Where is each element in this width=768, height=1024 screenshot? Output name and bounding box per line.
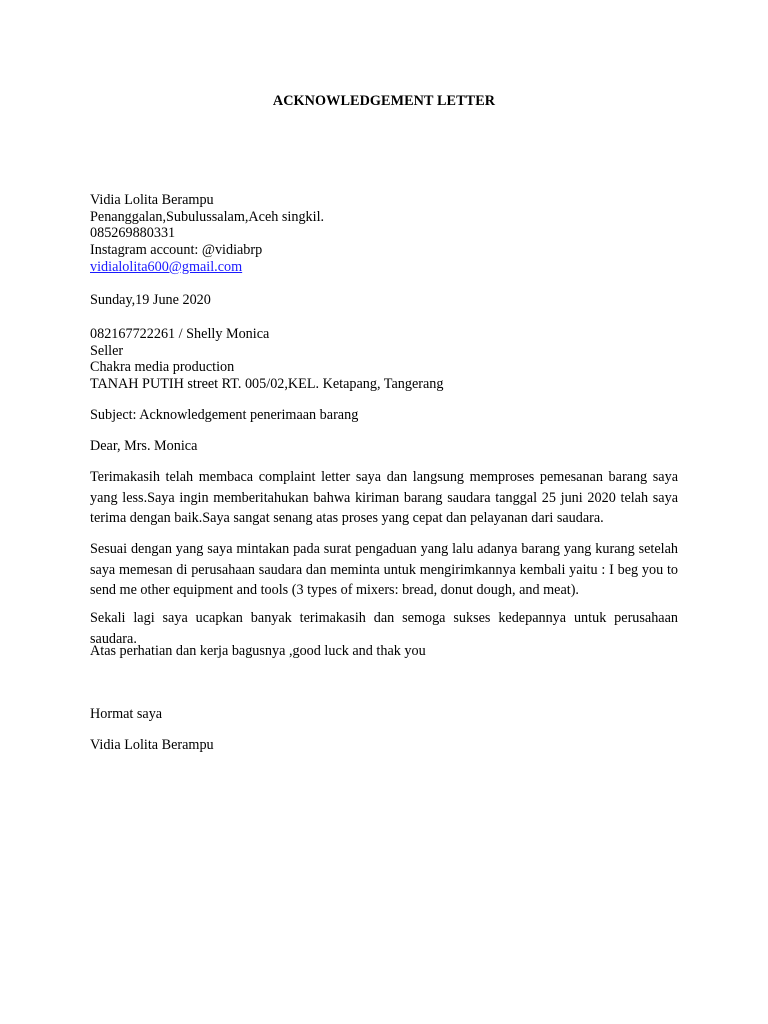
letter-closing: Hormat saya bbox=[90, 706, 163, 722]
recipient-address: TANAH PUTIH street RT. 005/02,KEL. Ketapang, Tangerang bbox=[90, 376, 444, 393]
sender-email-link[interactable]: vidialolita600@gmail.com bbox=[90, 258, 243, 275]
sender-phone: 085269880331 bbox=[90, 225, 176, 242]
letter-title: ACKNOWLEDGEMENT LETTER bbox=[272, 93, 496, 109]
letter-salutation: Dear, Mrs. Monica bbox=[90, 438, 198, 454]
body-paragraph-3: Sekali lagi saya ucapkan banyak terimakasih dan semoga sukses kedepannya untuk perusahaan saudara. bbox=[90, 610, 678, 647]
sender-address: Penanggalan,Subulussalam,Aceh singkil. bbox=[90, 208, 325, 225]
recipient-role: Seller bbox=[90, 342, 124, 359]
sender-name: Vidia Lolita Berampu bbox=[90, 192, 214, 208]
sender-block bbox=[90, 192, 678, 276]
recipient-company: Chakra media production bbox=[90, 359, 235, 376]
recipient-phone-name: 082167722261 / Shelly Monica bbox=[90, 326, 270, 342]
letter-date: Sunday,19 June 2020 bbox=[90, 292, 211, 308]
letter-signature: Vidia Lolita Berampu bbox=[90, 737, 214, 753]
body-paragraph-1: Terimakasih telah membaca complaint letter saya dan langsung memproses pemesanan barang saya yang less.Saya ingin memberitahukan bahwa kiriman barang saudara tanggal 25 juni 2020 telah saya terima dengan baik.Saya sangat senang atas proses yang cepat dan pelayanan dari saudara. bbox=[90, 469, 678, 526]
body-paragraph-2: Sesuai dengan yang saya mintakan pada surat pengaduan yang lalu adanya barang yang kurang setelah saya memesan di perusahaan saudara dan meminta untuk mengirimkannya kembali yaitu : I beg you to send me other equipment and tools (3 types of mixers: bread, donut dough, and meat). bbox=[90, 541, 678, 598]
letter-subject: Subject: Acknowledgement penerimaan barang bbox=[90, 407, 359, 423]
recipient-block bbox=[90, 326, 678, 393]
sender-instagram: Instagram account: @vidiabrp bbox=[90, 242, 263, 259]
body-paragraph-4: Atas perhatian dan kerja bagusnya ,good luck and thak you bbox=[90, 643, 426, 659]
